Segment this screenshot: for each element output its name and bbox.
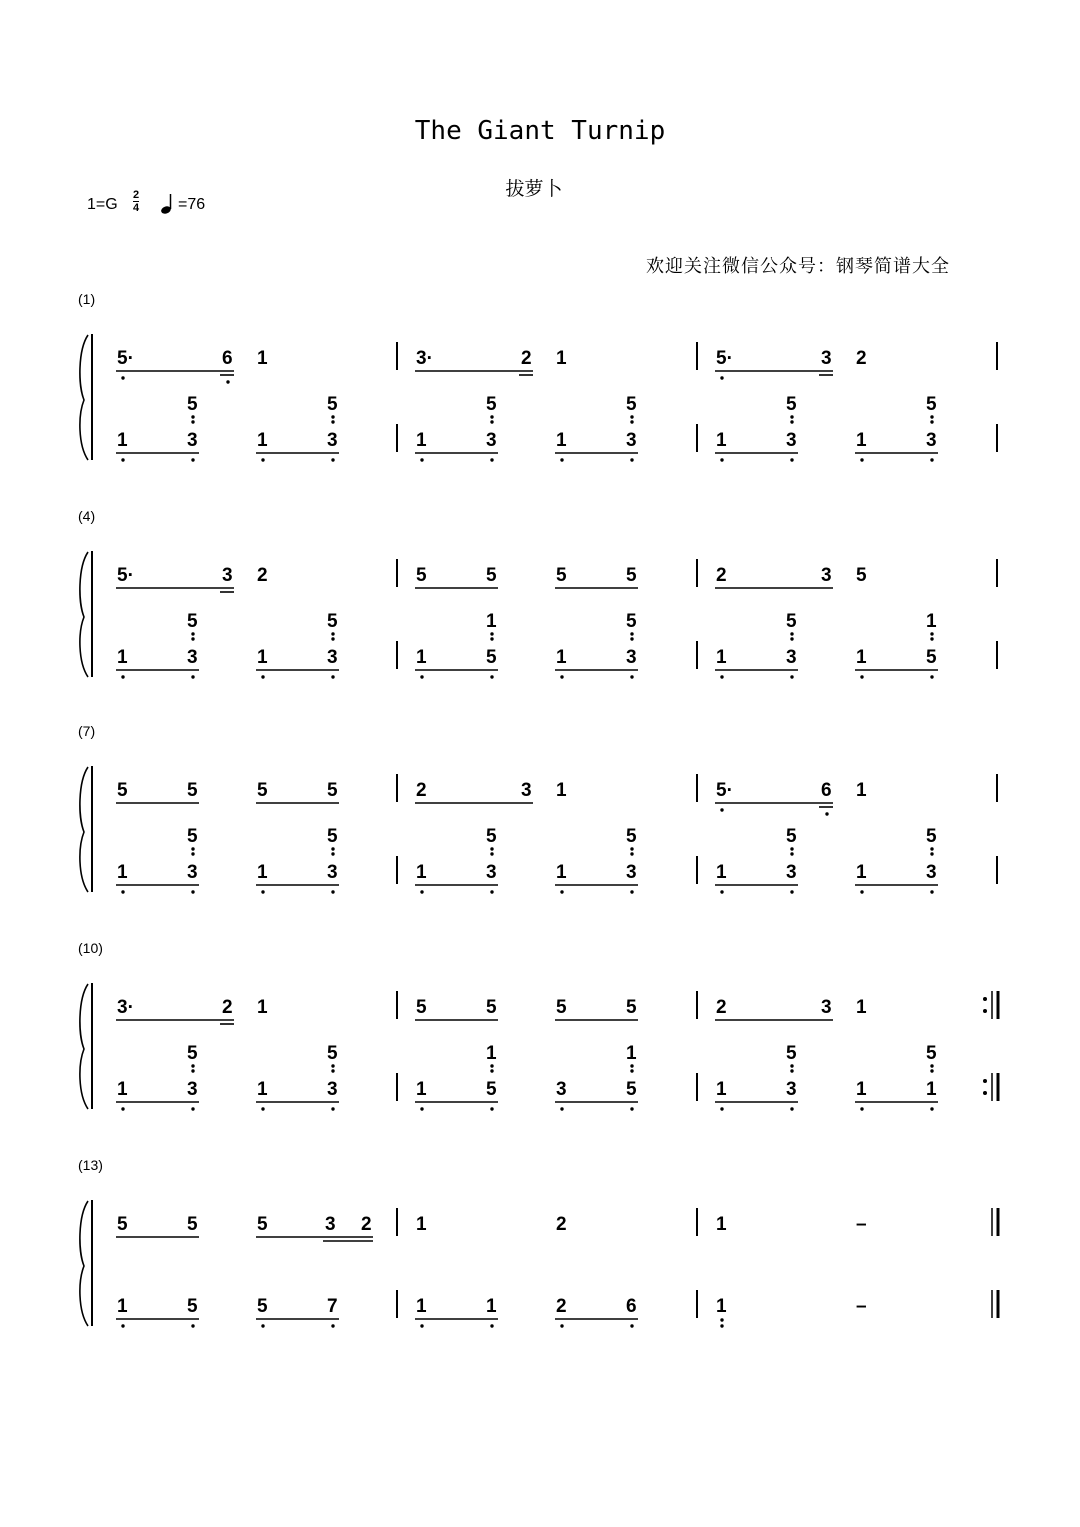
treble-note: 6	[222, 348, 233, 369]
low-octave-dot	[720, 1324, 723, 1327]
low-octave-dot	[331, 890, 334, 893]
time-signature-top: 2	[133, 189, 140, 201]
bass-note: 1	[716, 430, 727, 451]
bass-chord-note: 5	[926, 394, 937, 415]
low-octave-dot	[930, 632, 933, 635]
low-octave-dot	[121, 1107, 124, 1110]
low-octave-dot	[490, 890, 493, 893]
repeat-dot	[983, 1009, 987, 1013]
bass-note: 3	[187, 1079, 198, 1100]
bass-note: 1	[117, 430, 128, 451]
low-octave-dot	[331, 1324, 334, 1327]
bass-chord-note: 5	[486, 394, 497, 415]
bass-chord-note: 5	[786, 1043, 797, 1064]
low-octave-dot	[191, 852, 194, 855]
low-octave-dot	[121, 1324, 124, 1327]
treble-note: 5·	[117, 348, 134, 369]
treble-note: 5·	[716, 348, 733, 369]
low-octave-dot	[490, 420, 493, 423]
treble-note: 5·	[117, 565, 134, 586]
low-octave-dot	[420, 890, 423, 893]
bass-chord-note: 5	[327, 394, 338, 415]
treble-note: 5	[626, 997, 637, 1018]
bass-note: 3	[327, 430, 338, 451]
treble-note: 5	[416, 565, 427, 586]
low-octave-dot	[331, 852, 334, 855]
low-octave-dot	[191, 458, 194, 461]
treble-note: 5	[856, 565, 867, 586]
low-octave-dot	[191, 1324, 194, 1327]
low-octave-dot	[790, 637, 793, 640]
treble-note: 1	[257, 348, 268, 369]
low-octave-dot	[720, 1318, 723, 1321]
bass-note: 3	[926, 862, 937, 883]
low-octave-dot	[331, 415, 334, 418]
low-octave-dot	[860, 675, 863, 678]
treble-note: 1	[716, 1214, 727, 1235]
treble-note: –	[856, 1214, 867, 1235]
treble-note: 1	[556, 780, 567, 801]
low-octave-dot	[930, 637, 933, 640]
system	[78, 940, 998, 1111]
system-brace	[80, 552, 88, 677]
bass-note: 2	[556, 1296, 567, 1317]
bass-note: 3	[187, 430, 198, 451]
treble-note: 3	[521, 780, 532, 801]
low-octave-dot	[560, 1324, 563, 1327]
bass-note: 3	[187, 647, 198, 668]
low-octave-dot	[191, 675, 194, 678]
bass-note: 3	[327, 1079, 338, 1100]
bass-note: 1	[416, 430, 427, 451]
low-octave-dot	[560, 890, 563, 893]
low-octave-dot	[121, 890, 124, 893]
low-octave-dot	[860, 1107, 863, 1110]
treble-note: 5	[117, 780, 128, 801]
bass-note: 1	[117, 647, 128, 668]
bass-chord-note: 5	[626, 611, 637, 632]
low-octave-dot	[630, 890, 633, 893]
low-octave-dot	[930, 420, 933, 423]
low-octave-dot	[630, 632, 633, 635]
song-title: The Giant Turnip	[414, 116, 666, 146]
treble-note: 2	[222, 997, 233, 1018]
low-octave-dot	[331, 458, 334, 461]
low-octave-dot	[261, 1324, 264, 1327]
bass-note: 3	[786, 1079, 797, 1100]
low-octave-dot	[630, 847, 633, 850]
low-octave-dot	[930, 1107, 933, 1110]
treble-note: 5	[556, 565, 567, 586]
treble-note: 5	[486, 565, 497, 586]
bass-note: 1	[257, 1079, 268, 1100]
low-octave-dot	[630, 637, 633, 640]
bass-note: 1	[716, 1079, 727, 1100]
low-octave-dot	[930, 458, 933, 461]
low-octave-dot	[420, 1324, 423, 1327]
bass-chord-note: 5	[626, 394, 637, 415]
low-octave-dot	[825, 812, 828, 815]
measure-number: (13)	[78, 1157, 103, 1173]
low-octave-dot	[930, 415, 933, 418]
low-octave-dot	[331, 1064, 334, 1067]
treble-note: 1	[416, 1214, 427, 1235]
bass-note: 1	[257, 862, 268, 883]
bass-chord-note: 5	[327, 1043, 338, 1064]
low-octave-dot	[420, 675, 423, 678]
treble-note: 5	[257, 1214, 268, 1235]
bass-note: 3	[626, 647, 637, 668]
bass-chord-note: 5	[786, 611, 797, 632]
low-octave-dot	[860, 458, 863, 461]
low-octave-dot	[720, 458, 723, 461]
low-octave-dot	[790, 675, 793, 678]
low-octave-dot	[191, 637, 194, 640]
low-octave-dot	[790, 420, 793, 423]
bass-chord-note: 1	[486, 1043, 497, 1064]
bass-note: 1	[856, 862, 867, 883]
low-octave-dot	[630, 1064, 633, 1067]
tempo-marking: =76	[178, 196, 206, 213]
treble-note: 2	[257, 565, 268, 586]
low-octave-dot	[630, 1107, 633, 1110]
low-octave-dot	[420, 1107, 423, 1110]
low-octave-dot	[331, 1069, 334, 1072]
low-octave-dot	[790, 1107, 793, 1110]
low-octave-dot	[790, 1064, 793, 1067]
bass-note: 1	[556, 862, 567, 883]
low-octave-dot	[261, 1107, 264, 1110]
low-octave-dot	[490, 1064, 493, 1067]
system	[78, 291, 997, 462]
bass-note: 1	[416, 1079, 427, 1100]
low-octave-dot	[630, 415, 633, 418]
low-octave-dot	[630, 1324, 633, 1327]
repeat-dot	[983, 997, 987, 1001]
bass-note: 1	[416, 647, 427, 668]
bass-chord-note: 5	[187, 611, 198, 632]
bass-note: 5	[926, 647, 937, 668]
bass-note: –	[856, 1296, 867, 1317]
credit-text: 欢迎关注微信公众号：钢琴简谱大全	[646, 256, 950, 277]
low-octave-dot	[720, 376, 723, 379]
low-octave-dot	[490, 1069, 493, 1072]
bass-chord-note: 5	[187, 1043, 198, 1064]
treble-note: 5·	[716, 780, 733, 801]
treble-note: 1	[856, 997, 867, 1018]
low-octave-dot	[490, 852, 493, 855]
bass-note: 3	[486, 862, 497, 883]
bass-note: 3	[626, 862, 637, 883]
system-brace	[80, 984, 88, 1109]
song-subtitle: 拔萝卜	[505, 178, 563, 200]
treble-note: 1	[556, 348, 567, 369]
bass-chord-note: 5	[786, 826, 797, 847]
low-octave-dot	[790, 852, 793, 855]
low-octave-dot	[630, 675, 633, 678]
low-octave-dot	[490, 632, 493, 635]
bass-note: 5	[626, 1079, 637, 1100]
bass-note: 1	[257, 430, 268, 451]
system-brace	[80, 767, 88, 892]
bass-note: 7	[327, 1296, 338, 1317]
low-octave-dot	[331, 637, 334, 640]
bass-note: 1	[716, 1296, 727, 1317]
bass-chord-note: 5	[926, 826, 937, 847]
low-octave-dot	[191, 1069, 194, 1072]
low-octave-dot	[630, 458, 633, 461]
treble-note: 3·	[117, 997, 134, 1018]
bass-note: 1	[556, 430, 567, 451]
bass-chord-note: 5	[187, 394, 198, 415]
bass-chord-note: 5	[327, 611, 338, 632]
low-octave-dot	[720, 1107, 723, 1110]
treble-note: 3	[325, 1214, 336, 1235]
treble-note: 2	[361, 1214, 372, 1235]
low-octave-dot	[191, 890, 194, 893]
low-octave-dot	[630, 1069, 633, 1072]
bass-note: 5	[486, 1079, 497, 1100]
bass-chord-note: 1	[926, 611, 937, 632]
bass-note: 3	[626, 430, 637, 451]
system-brace	[80, 1201, 88, 1326]
low-octave-dot	[121, 376, 124, 379]
bass-chord-note: 5	[786, 394, 797, 415]
measure-number: (4)	[78, 508, 96, 524]
measure-number: (10)	[78, 940, 103, 956]
low-octave-dot	[560, 458, 563, 461]
low-octave-dot	[930, 1064, 933, 1067]
low-octave-dot	[191, 1064, 194, 1067]
low-octave-dot	[191, 415, 194, 418]
system	[78, 1157, 998, 1328]
bass-chord-note: 5	[327, 826, 338, 847]
system	[78, 723, 997, 894]
treble-note: 3	[821, 997, 832, 1018]
low-octave-dot	[930, 1069, 933, 1072]
low-octave-dot	[790, 1069, 793, 1072]
bass-note: 1	[716, 862, 727, 883]
bass-note: 1	[926, 1079, 937, 1100]
bass-note: 1	[117, 1079, 128, 1100]
bass-note: 3	[786, 647, 797, 668]
treble-note: 2	[556, 1214, 567, 1235]
bass-note: 3	[556, 1079, 567, 1100]
low-octave-dot	[720, 808, 723, 811]
bass-note: 1	[856, 647, 867, 668]
low-octave-dot	[790, 847, 793, 850]
low-octave-dot	[121, 675, 124, 678]
low-octave-dot	[261, 890, 264, 893]
time-signature-bottom: 4	[133, 202, 140, 214]
treble-note: 2	[856, 348, 867, 369]
low-octave-dot	[191, 847, 194, 850]
treble-note: 3	[821, 565, 832, 586]
low-octave-dot	[490, 458, 493, 461]
low-octave-dot	[490, 1107, 493, 1110]
bass-note: 1	[556, 647, 567, 668]
treble-note: 1	[257, 997, 268, 1018]
bass-note: 1	[257, 647, 268, 668]
bass-chord-note: 1	[626, 1043, 637, 1064]
bass-note: 1	[416, 862, 427, 883]
low-octave-dot	[191, 632, 194, 635]
low-octave-dot	[930, 675, 933, 678]
treble-note: 2	[521, 348, 532, 369]
treble-note: 5	[626, 565, 637, 586]
low-octave-dot	[331, 420, 334, 423]
bass-chord-note: 5	[626, 826, 637, 847]
bass-note: 6	[626, 1296, 637, 1317]
low-octave-dot	[490, 415, 493, 418]
treble-note: 3·	[416, 348, 433, 369]
low-octave-dot	[331, 1107, 334, 1110]
treble-note: 5	[117, 1214, 128, 1235]
treble-note: 5	[327, 780, 338, 801]
low-octave-dot	[790, 632, 793, 635]
treble-note: 2	[716, 565, 727, 586]
bass-note: 5	[257, 1296, 268, 1317]
treble-note: 5	[257, 780, 268, 801]
low-octave-dot	[560, 675, 563, 678]
treble-note: 2	[716, 997, 727, 1018]
low-octave-dot	[930, 890, 933, 893]
low-octave-dot	[790, 415, 793, 418]
treble-note: 6	[821, 780, 832, 801]
bass-note: 3	[926, 430, 937, 451]
bass-chord-note: 5	[486, 826, 497, 847]
low-octave-dot	[930, 847, 933, 850]
low-octave-dot	[420, 458, 423, 461]
low-octave-dot	[331, 847, 334, 850]
low-octave-dot	[490, 675, 493, 678]
repeat-dot	[983, 1079, 987, 1083]
repeat-dot	[983, 1091, 987, 1095]
bass-note: 1	[856, 1079, 867, 1100]
low-octave-dot	[490, 637, 493, 640]
low-octave-dot	[630, 852, 633, 855]
measure-number: (1)	[78, 291, 96, 307]
measure-number: (7)	[78, 723, 96, 739]
treble-note: 5	[486, 997, 497, 1018]
bass-note: 1	[416, 1296, 427, 1317]
low-octave-dot	[630, 420, 633, 423]
treble-note: 3	[222, 565, 233, 586]
bass-note: 3	[786, 862, 797, 883]
bass-note: 1	[117, 862, 128, 883]
bass-note: 1	[117, 1296, 128, 1317]
low-octave-dot	[226, 380, 229, 383]
bass-note: 1	[486, 1296, 497, 1317]
treble-note: 2	[416, 780, 427, 801]
treble-note: 3	[821, 348, 832, 369]
low-octave-dot	[790, 890, 793, 893]
bass-note: 3	[786, 430, 797, 451]
system-brace	[80, 335, 88, 460]
low-octave-dot	[490, 1324, 493, 1327]
bass-note: 1	[716, 647, 727, 668]
bass-note: 3	[327, 647, 338, 668]
low-octave-dot	[331, 632, 334, 635]
treble-note: 1	[856, 780, 867, 801]
bass-note: 3	[327, 862, 338, 883]
low-octave-dot	[930, 852, 933, 855]
bass-chord-note: 5	[926, 1043, 937, 1064]
low-octave-dot	[560, 1107, 563, 1110]
treble-note: 5	[187, 780, 198, 801]
low-octave-dot	[860, 890, 863, 893]
treble-note: 5	[187, 1214, 198, 1235]
low-octave-dot	[790, 458, 793, 461]
low-octave-dot	[191, 420, 194, 423]
low-octave-dot	[261, 675, 264, 678]
treble-note: 5	[416, 997, 427, 1018]
bass-note: 3	[187, 862, 198, 883]
low-octave-dot	[490, 847, 493, 850]
bass-chord-note: 5	[187, 826, 198, 847]
low-octave-dot	[720, 675, 723, 678]
bass-note: 3	[486, 430, 497, 451]
treble-note: 5	[556, 997, 567, 1018]
low-octave-dot	[720, 890, 723, 893]
bass-note: 5	[187, 1296, 198, 1317]
bass-chord-note: 1	[486, 611, 497, 632]
key-signature: 1=G	[87, 196, 118, 213]
low-octave-dot	[261, 458, 264, 461]
low-octave-dot	[331, 675, 334, 678]
low-octave-dot	[121, 458, 124, 461]
system	[78, 508, 997, 679]
bass-note: 1	[856, 430, 867, 451]
bass-note: 5	[486, 647, 497, 668]
low-octave-dot	[191, 1107, 194, 1110]
